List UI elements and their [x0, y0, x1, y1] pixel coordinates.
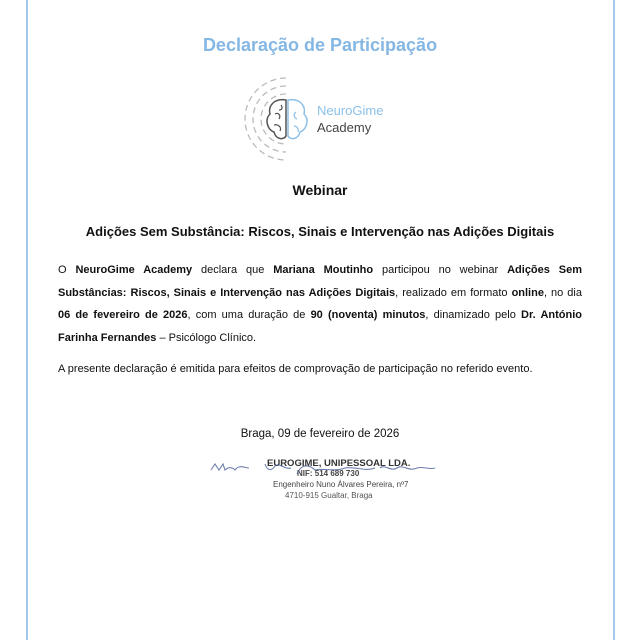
logo-text-neurogime: NeuroGime [317, 103, 384, 118]
purpose-paragraph: A presente declaração é emitida para efeitos de comprovação de participação no referido evento. [58, 363, 533, 375]
place-date: Braga, 09 de fevereiro de 2026 [240, 428, 400, 440]
company-stamp [205, 452, 445, 512]
declaration-paragraph: O NeuroGime Academy declara que Mariana Moutinho participou no webinar Adições Sem Substâncias: Riscos, Sinais e Intervenção nas Adições Digitais, realizado em formato online, no dia 06 de fevereiro de 2026, com uma duração de 90 (noventa) minutos, dinamizado pelo Dr. António Farinha Fernandes – Psicólogo Clínico. [58, 264, 582, 344]
logo [244, 74, 444, 164]
left-border [26, 0, 28, 640]
stamp-company: EUROGIME, UNIPESSOAL LDA. [267, 458, 411, 469]
logo-text-academy: Academy [317, 120, 372, 135]
section-heading: Webinar [292, 182, 348, 198]
brain-icon [244, 74, 314, 164]
document-title: Declaração de Participação [202, 35, 438, 55]
signature [205, 456, 445, 496]
right-border [613, 0, 615, 640]
event-title: Adições Sem Substância: Riscos, Sinais e Intervenção nas Adições Digitais [85, 224, 555, 239]
stamp-nif: NIF: 514 689 730 [297, 469, 360, 478]
stamp-postal: 4710-915 Gualtar, Braga [285, 491, 373, 500]
stamp-address: Engenheiro Nuno Álvares Pereira, nº7 [273, 480, 409, 489]
